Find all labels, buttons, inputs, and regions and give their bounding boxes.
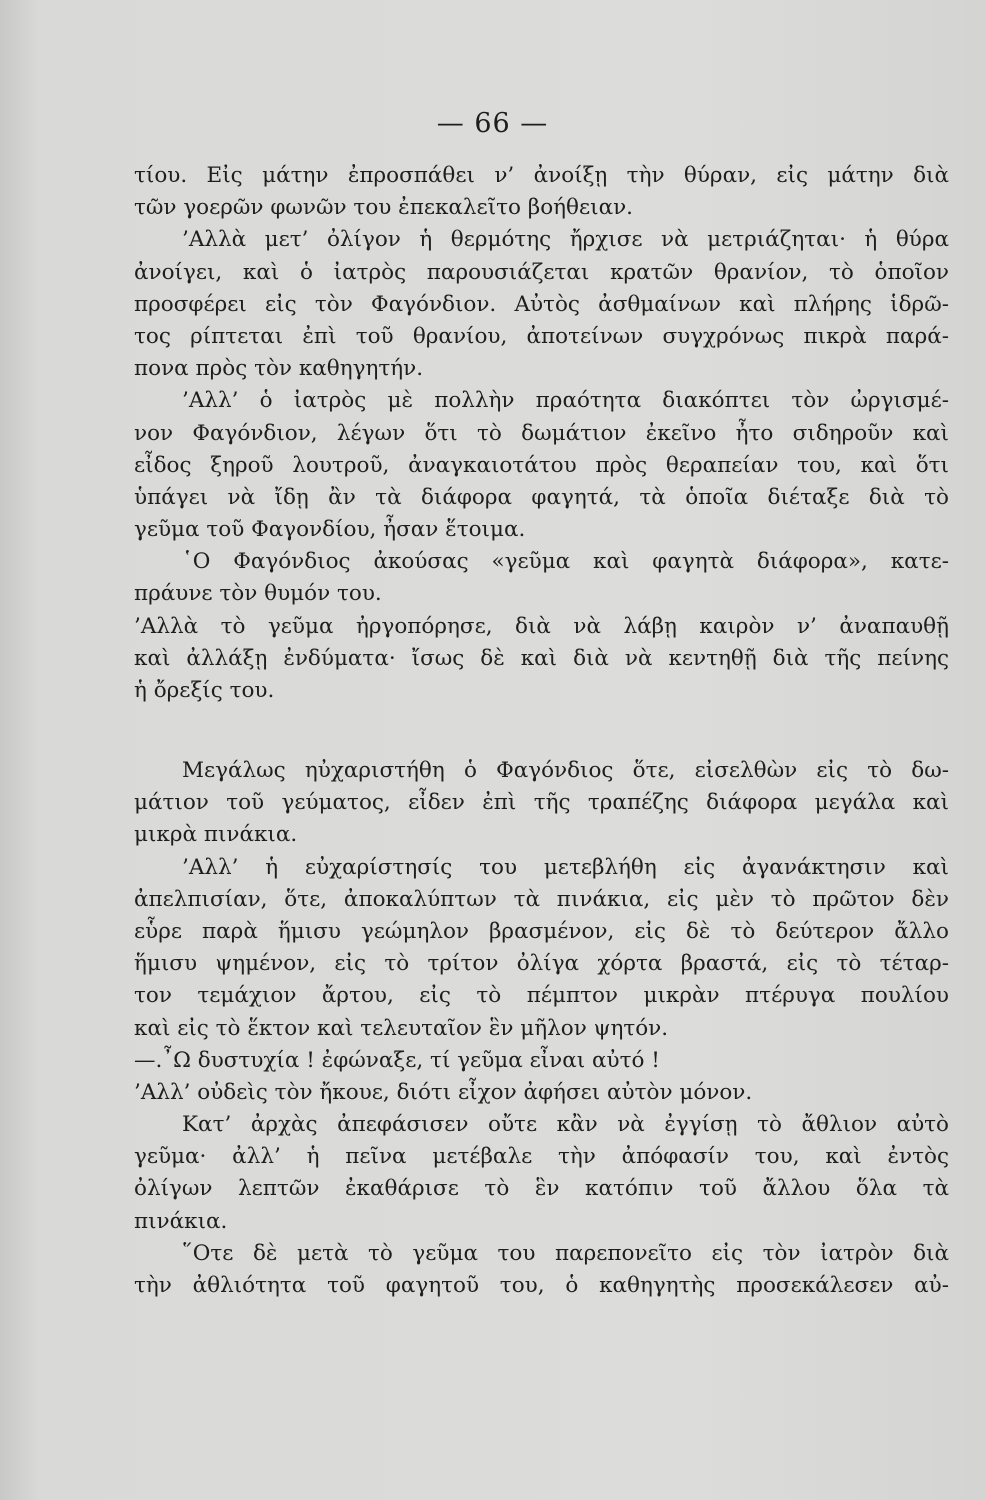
text-line: πονα πρὸς τὸν καθηγητήν. — [134, 356, 424, 382]
text-line: —.῏Ω δυστυχία ! ἐφώναξε, τί γεῦμα εἶναι αὐτό ! — [134, 1047, 660, 1073]
text-line: νον Φαγόνδιον, λέγων ὅτι τὸ δωμάτιον ἐκεῖνο ἦτο σιδηροῦν καὶ — [134, 420, 949, 446]
text-line: πινάκια. — [134, 1208, 228, 1234]
text-line: πράυνε τὸν θυμόν του. — [134, 581, 382, 607]
text-line: ’Αλλ’ ὁ ἰατρὸς μὲ πολλὴν πραότητα διακόπτει τὸν ὠργισμέ- — [182, 388, 949, 414]
text-line: ἀπελπισίαν, ὅτε, ἀποκαλύπτων τὰ πινάκια, εἰς μὲν τὸ πρῶτον δὲν — [134, 886, 949, 912]
text-line: τος ρίπτεται ἐπὶ τοῦ θρανίου, ἀποτείνων συγχρόνως πικρὰ παρά- — [134, 323, 949, 349]
text-line: ’Αλλὰ μετ’ ὀλίγον ἡ θερμότης ἤρχισε νὰ μετριάζηται· ἡ θύρα — [182, 227, 949, 253]
text-line: ὀλίγων λεπτῶν ἐκαθάρισε τὸ ἓν κατόπιν τοῦ ἄλλου ὅλα τὰ — [134, 1176, 949, 1202]
text-line: μάτιον τοῦ γεύματος, εἶδεν ἐπὶ τῆς τραπέζης διάφορα μεγάλα καὶ — [134, 790, 949, 816]
text-line: ἡ ὄρεξίς του. — [134, 678, 275, 703]
text-line: τίου. Εἰς μάτην ἐπροσπάθει ν’ ἀνοίξῃ τὴν θύραν, εἰς μάτην διὰ — [134, 163, 949, 188]
text-line: μικρὰ πινάκια. — [134, 822, 298, 848]
text-line: γεῦμα· ἀλλ’ ἡ πεῖνα μετέβαλε τὴν ἀπόφασίν του, καὶ ἐντὸς — [134, 1144, 949, 1170]
text-line: τον τεμάχιον ἄρτου, εἰς τὸ πέμπτον μικρὰν πτέρυγα πουλίου — [134, 983, 949, 1009]
text-line: καὶ ἀλλάξῃ ἐνδύματα· ἴσως δὲ καὶ διὰ νὰ κεντηθῇ διὰ τῆς πείνης — [134, 645, 949, 671]
text-line: ὑπάγει νὰ ἴδῃ ἂν τὰ διάφορα φαγητά, τὰ ὁποῖα διέταξε διὰ τὸ — [134, 484, 949, 510]
page-number: — 66 — — [436, 108, 549, 139]
text-line: καὶ εἰς τὸ ἕκτον καὶ τελευταῖον ἓν μῆλον ψητόν. — [134, 1015, 669, 1041]
text-line: Μεγάλως ηὐχαριστήθη ὁ Φαγόνδιος ὅτε, εἰσελθὼν εἰς τὸ δω- — [182, 758, 949, 783]
text-line: ῞Οτε δὲ μετὰ τὸ γεῦμα του παρεπονεῖτο εἰς τὸν ἰατρὸν διὰ — [182, 1240, 949, 1266]
text-line: τὴν ἀθλιότητα τοῦ φαγητοῦ του, ὁ καθηγητὴς προσεκάλεσεν αὐ- — [134, 1273, 949, 1298]
text-line: γεῦμα τοῦ Φαγονδίου, ἦσαν ἕτοιμα. — [134, 517, 526, 543]
text-line: ἥμισυ ψημένον, εἰς τὸ τρίτον ὀλίγα χόρτα βραστά, εἰς τὸ τέταρ- — [134, 951, 949, 977]
text-block-2 — [134, 755, 949, 1302]
text-line: ’Αλλ’ ἡ εὐχαρίστησίς του μετεβλήθη εἰς ἀγανάκτησιν καὶ — [182, 854, 949, 880]
text-line: ’Αλλ’ οὐδεὶς τὸν ἤκουε, διότι εἶχον ἀφήσει αὐτὸν μόνον. — [134, 1079, 753, 1105]
text-line: Κατ’ ἀρχὰς ἀπεφάσισεν οὔτε κἂν νὰ ἐγγίσῃ τὸ ἄθλιον αὐτὸ — [182, 1112, 949, 1138]
text-line: ῾Ο Φαγόνδιος ἀκούσας «γεῦμα καὶ φαγητὰ διάφορα», κατε- — [182, 549, 949, 575]
text-line: εἶδος ξηροῦ λουτροῦ, ἀναγκαιοτάτου πρὸς θεραπείαν του, καὶ ὅτι — [134, 452, 949, 478]
text-line: ἀνοίγει, καὶ ὁ ἰατρὸς παρουσιάζεται κρατῶν θρανίον, τὸ ὁποῖον — [134, 259, 949, 285]
text-line: τῶν γοερῶν φωνῶν του ἐπεκαλεῖτο βοήθειαν. — [134, 195, 633, 221]
text-line: εὗρε παρὰ ἥμισυ γεώμηλον βρασμένον, εἰς δὲ τὸ δεύτερον ἄλλο — [134, 918, 949, 944]
text-block-1 — [134, 160, 949, 707]
text-line: προσφέρει εἰς τὸν Φαγόνδιον. Αὐτὸς ἀσθμαίνων καὶ πλήρης ἱδρῶ- — [134, 291, 949, 317]
text-line: ’Αλλὰ τὸ γεῦμα ἠργοπόρησε, διὰ νὰ λάβῃ καιρὸν ν’ ἀναπαυθῇ — [134, 613, 949, 639]
